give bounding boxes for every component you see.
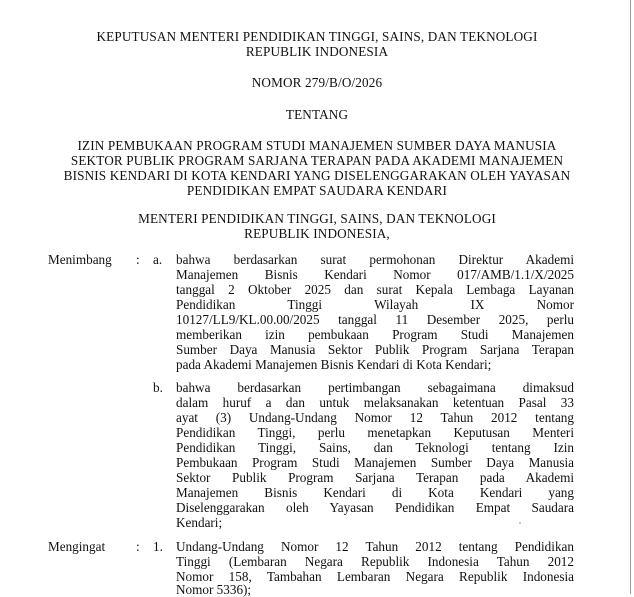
- menimbang-item-b-line: ayat (3) Undang-Undang Nomor 12 Tahun 2012 tentang: [176, 410, 574, 425]
- menimbang-item-b-line: Diselenggarakan oleh Yayasan Pendidikan Empat Saudara: [176, 500, 574, 515]
- mengingat-label: Mengingat: [48, 539, 106, 554]
- menimbang-item-a-line: bahwa berdasarkan surat permohonan Direktur Akademi: [176, 252, 574, 267]
- menimbang-item-b-marker: b.: [153, 380, 163, 395]
- subject-line-1: IZIN PEMBUKAAN PROGRAM STUDI MANAJEMEN SUMBER DAYA MANUSIA: [77, 138, 557, 153]
- decree-title-line-1: KEPUTUSAN MENTERI PENDIDIKAN TINGGI, SAINS, DAN TEKNOLOGI: [96, 29, 538, 44]
- menimbang-item-b-line: Kendari;: [176, 515, 223, 530]
- menimbang-item-a-line: pada Akademi Manajemen Bisnis Kendari di Kota Kendari;: [176, 357, 492, 372]
- menimbang-label: Menimbang: [48, 252, 112, 267]
- subject-line-4: PENDIDIKAN EMPAT SAUDARA KENDARI: [186, 183, 448, 198]
- menimbang-item-a-line: memberikan izin pembukaan Program Studi Manajemen: [176, 327, 574, 342]
- mengingat-colon: :: [136, 539, 140, 554]
- mengingat-item-1-line: Tinggi (Lembaran Negara Republik Indonesia Tahun 2012: [176, 554, 574, 569]
- menimbang-item-b-line: Pendidikan Tinggi, Sains, dan Teknologi tentang Izin: [176, 440, 574, 455]
- subject-line-2: SEKTOR PUBLIK PROGRAM SARJANA TERAPAN PADA AKADEMI MANAJEMEN: [70, 153, 564, 168]
- menimbang-item-b-line: dalam huruf a dan untuk melaksanakan ketentuan Pasal 33: [176, 395, 574, 410]
- decree-title-line-2: REPUBLIK INDONESIA: [245, 44, 389, 59]
- about-label: TENTANG: [285, 107, 349, 122]
- menimbang-item-b-line: Manajemen Bisnis Kendari di Kota Kendari yang: [176, 485, 574, 500]
- menimbang-item-b-line: bahwa berdasarkan pertimbangan sebagaimana dimaksud: [176, 380, 574, 395]
- menimbang-item-a-line: tanggal 2 Oktober 2025 dan surat Kepala Lembaga Layanan: [176, 282, 574, 297]
- menimbang-item-b-line: Pendidikan Tinggi, perlu menetapkan Keputusan Menteri: [176, 425, 574, 440]
- mengingat-item-1-line: Nomor 5336);: [176, 582, 252, 597]
- minister-line-2: REPUBLIK INDONESIA,: [244, 226, 390, 241]
- mengingat-item-1-line: Nomor 158, Tambahan Lembaran Negara Republik Indonesia: [176, 569, 574, 584]
- mengingat-item-1-marker: 1.: [153, 539, 163, 554]
- subject-line-3: BISNIS KENDARI DI KOTA KENDARI YANG DISELENGGARAKAN OLEH YAYASAN: [63, 168, 571, 183]
- decree-number: NOMOR 279/B/O/2026: [251, 75, 383, 90]
- scan-speck: [519, 522, 521, 524]
- minister-line-1: MENTERI PENDIDIKAN TINGGI, SAINS, DAN TEKNOLOGI: [138, 211, 496, 226]
- menimbang-colon: :: [136, 252, 140, 267]
- menimbang-item-a-marker: a.: [153, 252, 163, 267]
- mengingat-item-1-line: Undang-Undang Nomor 12 Tahun 2012 tentang Pendidikan: [176, 539, 574, 554]
- menimbang-item-a-line: 10127/LL9/KL.00.00/2025 tanggal 11 Desember 2025, perlu: [176, 312, 574, 327]
- menimbang-item-b-line: Sektor Publik Program Sarjana Terapan pada Akademi: [176, 470, 574, 485]
- menimbang-item-a-line: Manajemen Bisnis Kendari Nomor 017/AMB/1.1/X/2025: [176, 267, 574, 282]
- menimbang-item-a-line: Pendidikan Tinggi Wilayah IX Nomor: [176, 297, 574, 312]
- menimbang-item-a-line: Sumber Daya Manusia Sektor Publik Program Sarjana Terapan: [176, 342, 574, 357]
- menimbang-item-b-line: Pembukaan Program Studi Manajemen Sumber Daya Manusia: [176, 455, 574, 470]
